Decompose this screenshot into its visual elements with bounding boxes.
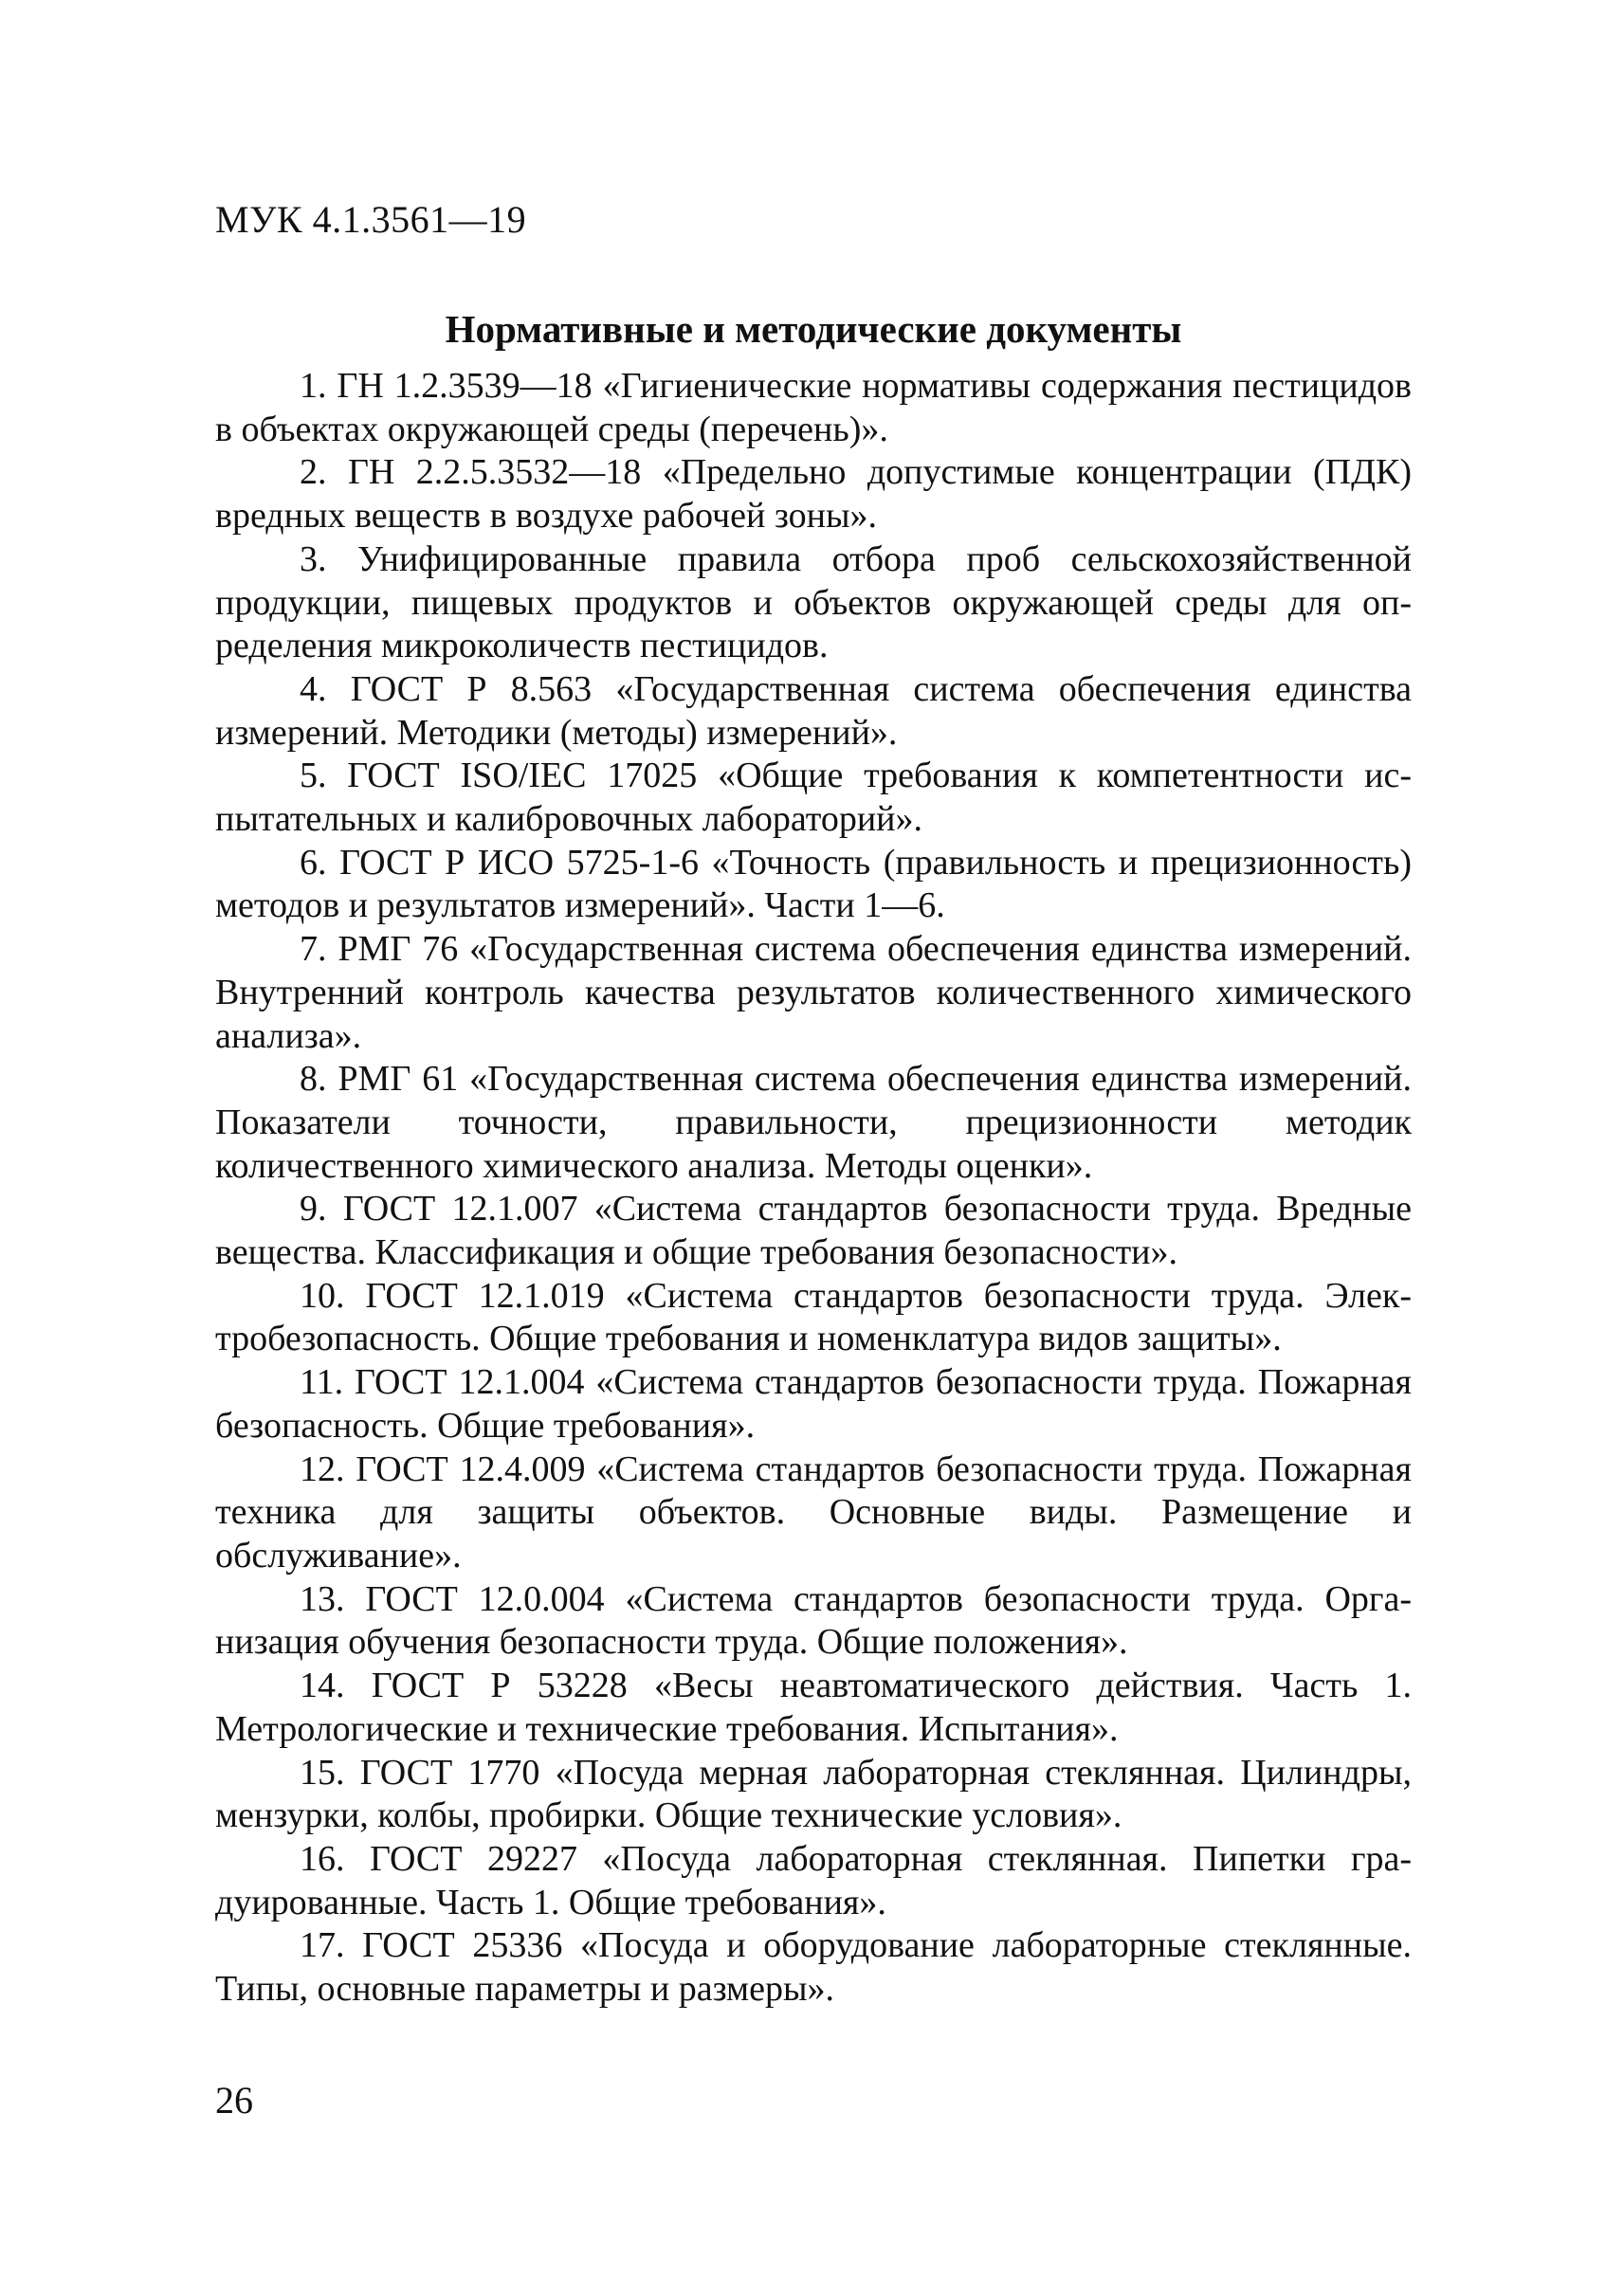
- reference-item: 7. РМГ 76 «Государственная система обеспечения единства измерений. Внутренний контроль качества результатов количественного химического анализа».: [215, 929, 1412, 1056]
- page-number: 26: [215, 2079, 253, 2122]
- reference-item: 1. ГН 1.2.3539—18 «Гигиенические нормативы содержания пестицидов в объектах окружающей среды (перечень)».: [215, 366, 1412, 449]
- reference-item: 17. ГОСТ 25336 «Посуда и оборудование лабораторные стеклянные. Типы, основные параметры и размеры».: [215, 1925, 1412, 2010]
- reference-item: 11. ГОСТ 12.1.004 «Система стандартов безопасности труда. Пожарная безопасность. Общие требования».: [215, 1362, 1412, 1446]
- reference-item: 14. ГОСТ Р 53228 «Весы неавтоматического действия. Часть 1. Метрологические и технические требования. Испытания».: [215, 1666, 1412, 1749]
- reference-item: 2. ГН 2.2.5.3532—18 «Предельно допустимые концентрации (ПДК) вредных веществ в воздухе рабочей зоны».: [215, 452, 1412, 537]
- section-title: Нормативные и методические документы: [445, 307, 1182, 351]
- reference-item: 10. ГОСТ 12.1.019 «Система стандартов безопасности труда. Электробезопасность. Общие требования и номенклатура видов защиты».: [215, 1275, 1412, 1359]
- reference-item: 12. ГОСТ 12.4.009 «Система стандартов безопасности труда. Пожарная техника для защиты объектов. Основные виды. Размещение и обслуживание».: [215, 1448, 1412, 1576]
- reference-item: 8. РМГ 61 «Государственная система обеспечения единства измерений. Показатели точности, правильности, прецизионности методик количественного химического анализа. Методы оценки».: [215, 1059, 1412, 1186]
- reference-item: 6. ГОСТ Р ИСО 5725-1-6 «Точность (правильность и прецизионность) методов и результатов измерений». Части 1—6.: [215, 842, 1412, 926]
- document-code: МУК 4.1.3561—19: [215, 198, 527, 241]
- reference-item: 5. ГОСТ ISO/IEC 17025 «Общие требования к компетентности испытательных и калибровочных лабораторий».: [215, 756, 1412, 840]
- reference-item: 4. ГОСТ Р 8.563 «Государственная система обеспечения единства измерений. Методики (методы) измерений».: [215, 668, 1412, 753]
- reference-item: 15. ГОСТ 1770 «Посуда мерная лабораторная стеклянная. Цилиндры, мензурки, колбы, пробирки. Общие технические условия».: [215, 1752, 1412, 1836]
- references-list: [215, 365, 1412, 2012]
- reference-item: 16. ГОСТ 29227 «Посуда лабораторная стеклянная. Пипетки градуированные. Часть 1. Общие требования».: [215, 1838, 1412, 1922]
- reference-item: 13. ГОСТ 12.0.004 «Система стандартов безопасности труда. Организация обучения безопасности труда. Общие положения».: [215, 1578, 1412, 1663]
- reference-item: 9. ГОСТ 12.1.007 «Система стандартов безопасности труда. Вредные вещества. Классификация и общие требования безопасности».: [215, 1189, 1412, 1273]
- reference-item: 3. Унифицированные правила отбора проб сельскохозяйственной продукции, пищевых продуктов и объектов окружающей среды для определения микроколичеств пестицидов.: [215, 538, 1412, 666]
